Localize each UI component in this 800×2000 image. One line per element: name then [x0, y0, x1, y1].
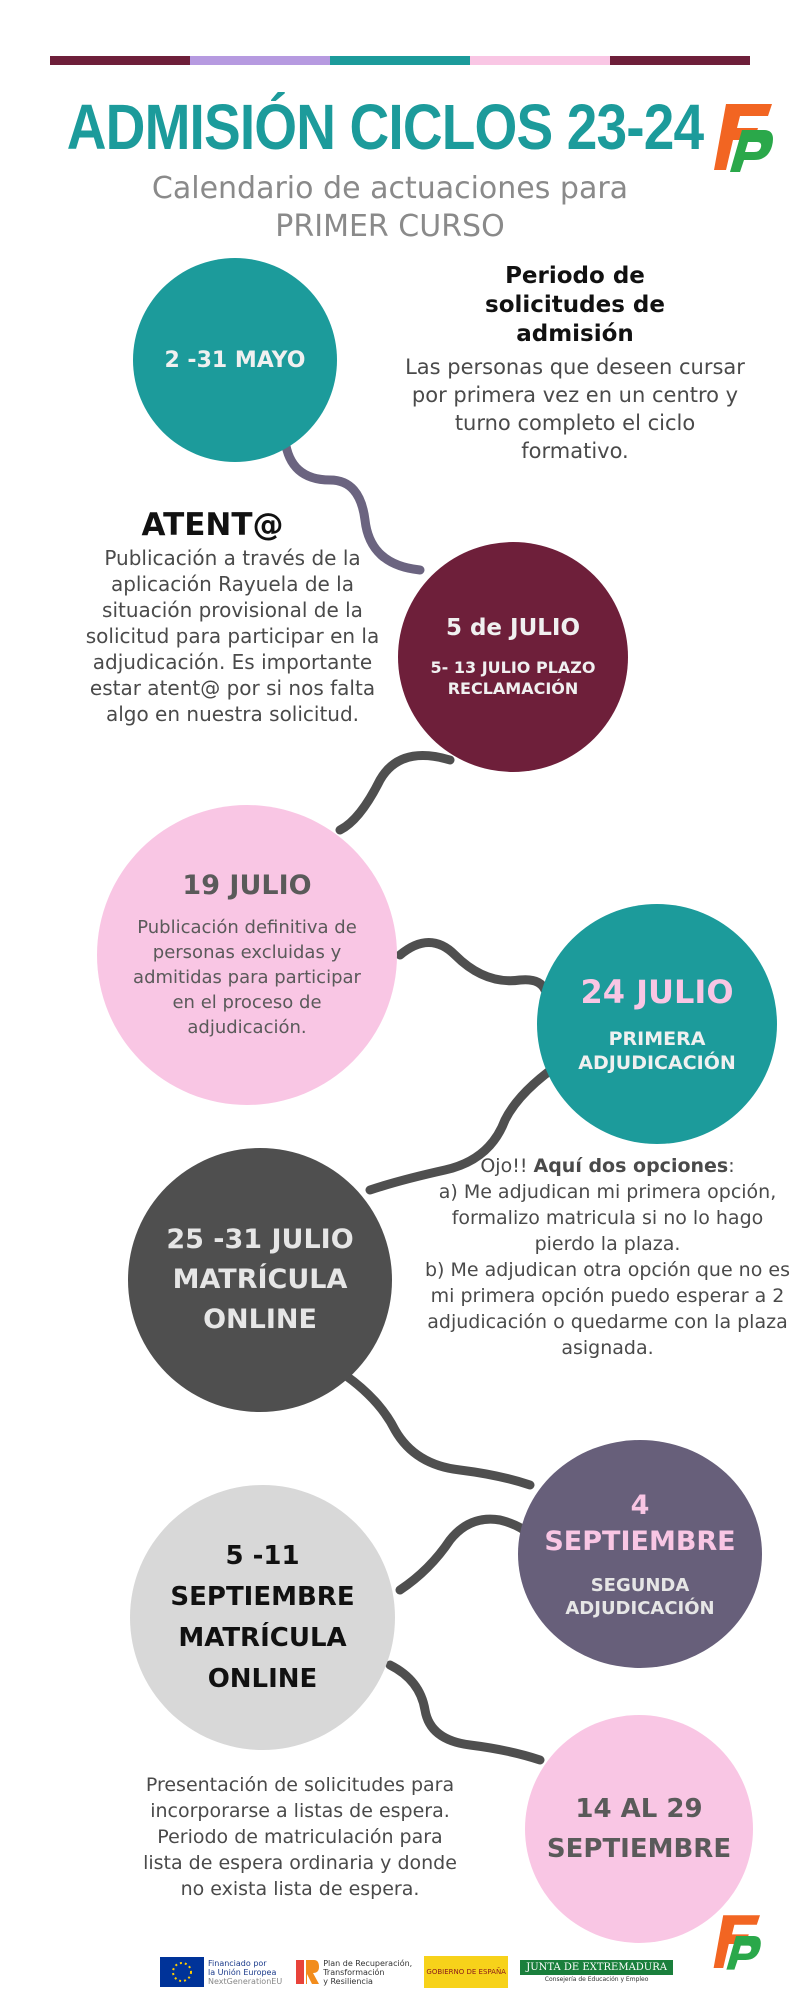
eu-logo: Financiado por la Unión Europea NextGenerationEU	[160, 1956, 282, 1988]
step7-line-2: SEPTIEMBRE	[170, 1581, 355, 1612]
step6-month: SEPTIEMBRE	[544, 1526, 736, 1557]
step2-description	[80, 505, 385, 727]
step2-heading: ATENT@	[141, 507, 284, 543]
step2-subtitle: 5- 13 JULIO PLAZO RECLAMACIÓN	[430, 658, 596, 698]
step7-line-3: MATRÍCULA	[178, 1622, 347, 1653]
step2-date: 5 de JULIO	[445, 615, 581, 641]
step3-date: 19 JULIO	[182, 870, 312, 901]
step3-circle	[97, 805, 397, 1105]
step4-circle	[537, 904, 777, 1144]
step7-circle	[130, 1485, 395, 1750]
step1-date-circle	[133, 258, 337, 462]
step6-day: 4	[630, 1490, 650, 1521]
step5-note	[425, 1153, 790, 1361]
step2-text: Publicación a través de la aplicación Rayuela de la situación provisional de la solicitud para participar en la adjudicación. Es importante estar atent@ por si nos falta algo en nuestra solicitud.	[85, 546, 380, 726]
prtr-logo: Plan de Recuperación, Transformación y Resiliencia	[294, 1956, 412, 1988]
step5-option-a: a) Me adjudican mi primera opción, formalizo matricula si no lo hago pierdo la plaza.	[438, 1181, 777, 1255]
step5-line-1: 25 -31 JULIO	[166, 1224, 354, 1255]
step1-heading: Periodo de solicitudes de admisión	[485, 263, 665, 347]
step5-circle	[128, 1148, 392, 1412]
step1-description	[400, 262, 750, 465]
prtr-icon	[294, 1957, 320, 1987]
subtitle-line-1: Calendario de actuaciones para	[151, 171, 629, 206]
gobierno-espana-logo: GOBIERNO DE ESPAÑA	[424, 1956, 508, 1988]
step2-date-circle	[398, 542, 628, 772]
subtitle-line-2: PRIMER CURSO	[275, 209, 505, 244]
step5-line-2: MATRÍCULA	[172, 1264, 348, 1295]
page-title: ADMISIÓN CICLOS 23-24	[66, 91, 704, 163]
step1-text: Las personas que deseen cursar por primera vez en un centro y turno completo el ciclo formativo.	[405, 355, 745, 463]
step4-subtitle: PRIMERA ADJUDICACIÓN	[578, 1028, 736, 1074]
step5-line-3: ONLINE	[203, 1304, 317, 1335]
eu-flag-icon	[160, 1957, 204, 1987]
step6-subtitle: SEGUNDA ADJUDICACIÓN	[565, 1575, 715, 1619]
step8-line-2: SEPTIEMBRE	[546, 1834, 732, 1864]
step8-line-1: 14 AL 29	[575, 1794, 703, 1824]
step5-note-header: Ojo!! Aquí dos opciones:	[480, 1155, 735, 1177]
step7-line-4: ONLINE	[207, 1663, 318, 1694]
fp-logo-bottom-icon	[712, 1912, 763, 1973]
step3-text: Publicación definitiva de personas excluidas y admitidas para participar en el proceso de adjudicación.	[133, 917, 361, 1038]
step7-line-1: 5 -11	[225, 1540, 300, 1571]
step1-date: 2 -31 MAYO	[164, 347, 306, 373]
step5-option-b: b) Me adjudican otra opción que no es mi primera opción puedo esperar a 2 adjudicación o quedarme con la plaza asignada.	[425, 1259, 790, 1359]
step6-circle	[518, 1440, 762, 1668]
step8-circle	[525, 1715, 753, 1943]
step8-text: Presentación de solicitudes para incorporarse a listas de espera. Periodo de matriculación para lista de espera ordinaria y donde no exista lista de espera.	[143, 1774, 457, 1900]
step4-date: 24 JULIO	[580, 973, 734, 1011]
junta-extremadura-logo: JUNTA DE EXTREMADURA Consejería de Educación y Empleo	[520, 1956, 673, 1988]
footer-logos	[160, 1955, 673, 1989]
